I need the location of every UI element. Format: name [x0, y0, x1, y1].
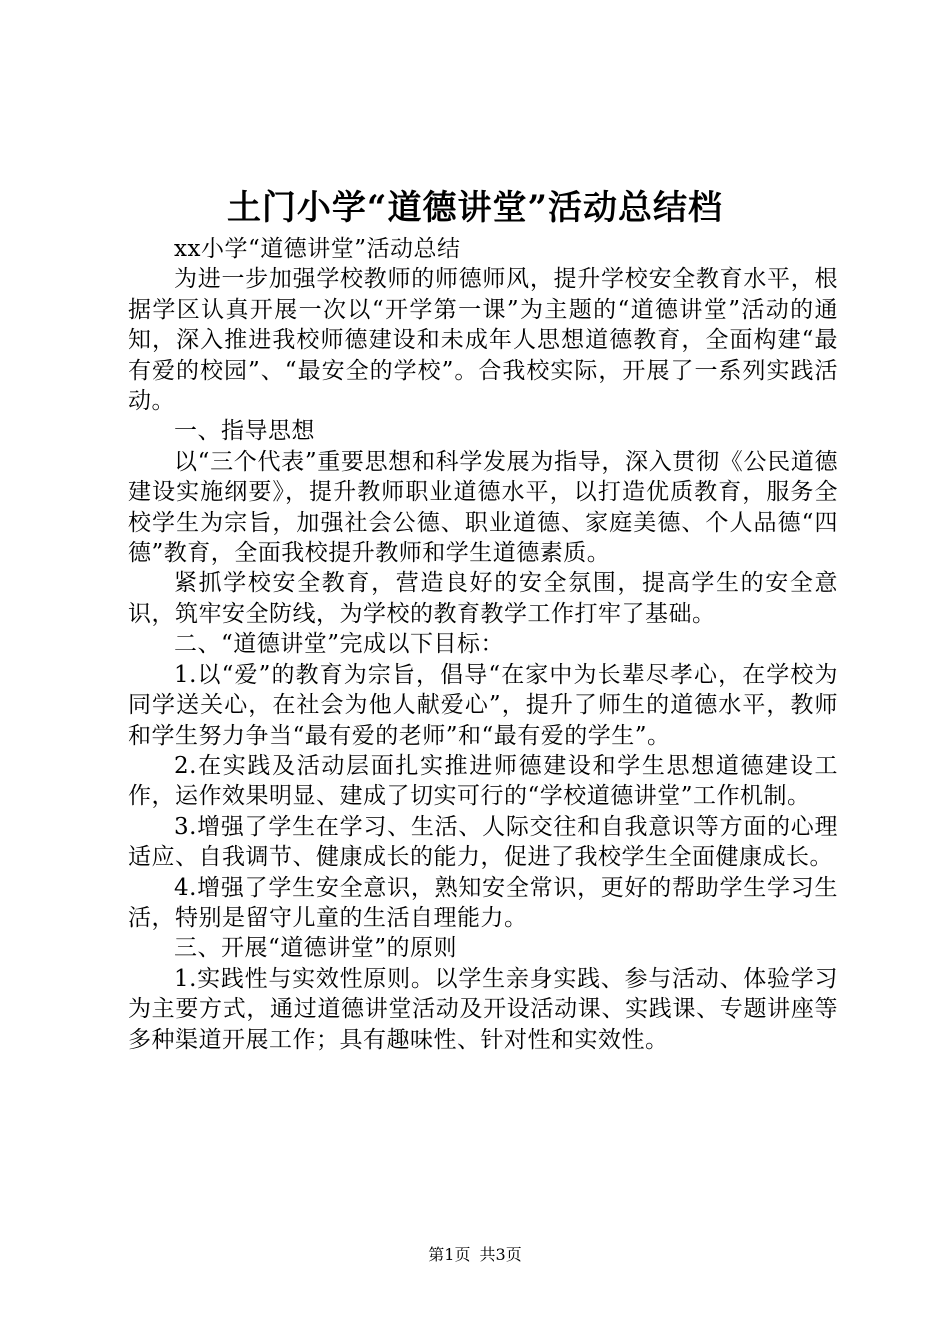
document-body — [128, 234, 838, 1055]
document-title: 土门小学“道德讲堂”活动总结档 — [226, 188, 724, 228]
subtitle-paragraph: xx小学“道德讲堂”活动总结 — [174, 236, 461, 262]
page-number: 第1页 — [428, 1245, 471, 1264]
intro-paragraph: 为进一步加强学校教师的师德师风，提升学校安全教育水平，根据学区认真开展一次以“开学第一课”为主题的“道德讲堂”活动的通知，深入推进我校师德建设和未成年人思想道德教育，全面构建“最有爱的校园”、“最安全的学校”。合我校实际，开展了一系列实践活动。 — [128, 266, 838, 415]
list-item: 1.实践性与实效性原则。以学生亲身实践、参与活动、体验学习为主要方式，通过道德讲堂活动及开设活动课、实践课、专题讲座等多种渠道开展工作；具有趣味性、针对性和实效性。 — [128, 965, 838, 1053]
list-item: 1.以“爱”的教育为宗旨，倡导“在家中为长辈尽孝心，在学校为同学送关心，在社会为他人献爱心”，提升了师生的道德水平，教师和学生努力争当“最有爱的老师”和“最有爱的学生”。 — [128, 661, 838, 749]
list-item: 2.在实践及活动层面扎实推进师德建设和学生思想道德建设工作，运作效果明显、建成了切实可行的“学校道德讲堂”工作机制。 — [128, 752, 838, 810]
body-paragraph: 以“三个代表”重要思想和科学发展为指导，深入贯彻《公民道德建设实施纲要》，提升教师职业道德水平，以打造优质教育，服务全校学生为宗旨，加强社会公德、职业道德、家庭美德、个人品德“四德”教育，全面我校提升教师和学生道德素质。 — [128, 448, 838, 567]
list-item: 4.增强了学生安全意识，熟知安全常识，更好的帮助学生学习生活，特别是留守儿童的生活自理能力。 — [128, 874, 838, 931]
page-total: 共3页 — [479, 1245, 522, 1264]
section-heading-2: 二、“道德讲堂”完成以下目标： — [174, 631, 505, 658]
section-heading-3: 三、开展“道德讲堂”的原则 — [174, 935, 458, 962]
list-item: 3.增强了学生在学习、生活、人际交往和自我意识等方面的心理适应、自我调节、健康成长的能力，促进了我校学生全面健康成长。 — [128, 813, 838, 871]
section-heading-1: 一、指导思想 — [174, 418, 315, 445]
body-paragraph: 紧抓学校安全教育，营造良好的安全氛围，提高学生的安全意识，筑牢安全防线，为学校的教育教学工作打牢了基础。 — [128, 570, 838, 627]
page-footer — [0, 1243, 950, 1267]
